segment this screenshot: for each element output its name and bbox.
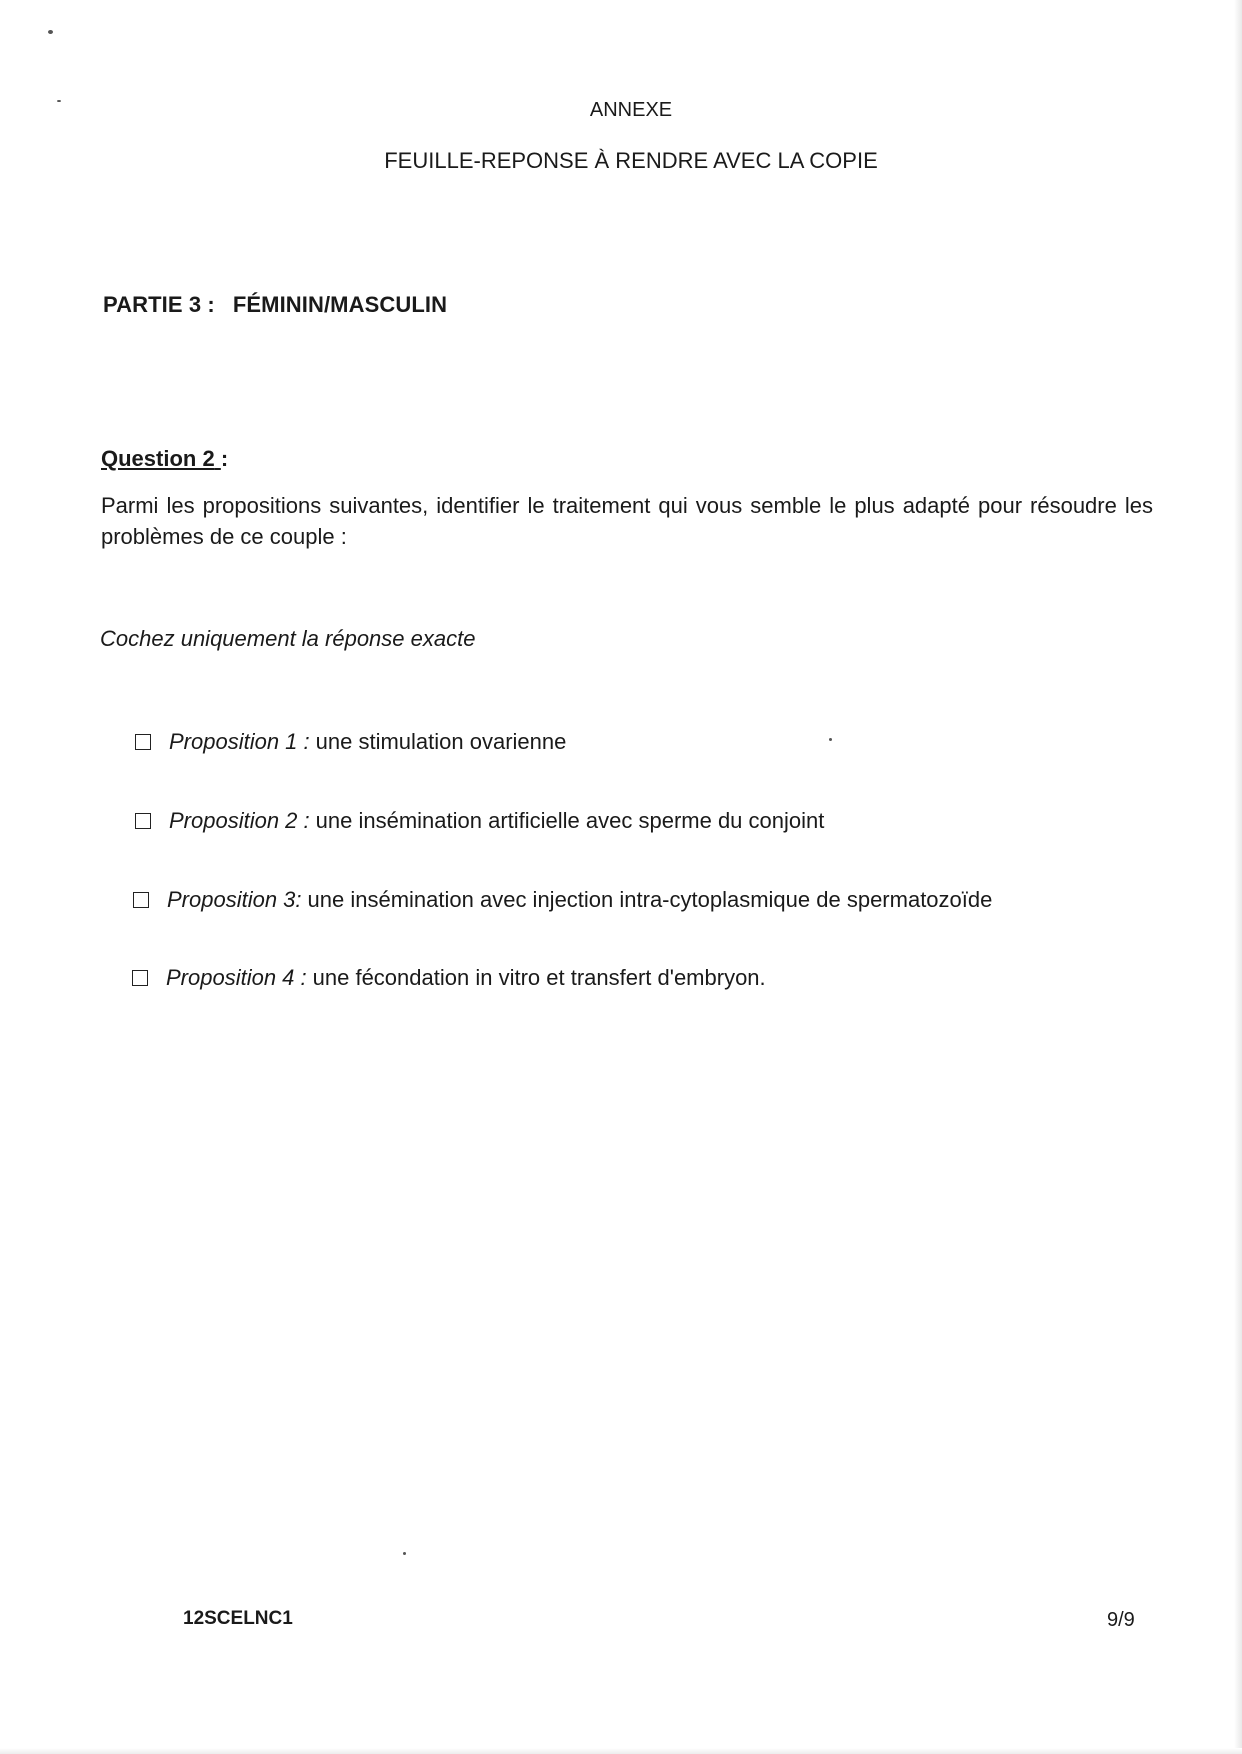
checkbox-proposition-4[interactable] [132, 970, 148, 986]
checkbox-proposition-1[interactable] [135, 734, 151, 750]
option-proposition-2[interactable] [135, 808, 824, 834]
option-label: Proposition 1 : [169, 729, 310, 754]
annex-title: ANNEXE [589, 99, 673, 121]
option-proposition-1[interactable] [135, 729, 566, 755]
footer-code: 12SCELNC1 [183, 1608, 293, 1629]
question-label-suffix: : [220, 446, 229, 471]
scan-speck [48, 30, 53, 34]
scan-speck [403, 1552, 406, 1555]
question-number: Question 2 [101, 446, 215, 471]
part-title [103, 292, 447, 318]
option-proposition-3[interactable] [133, 887, 992, 913]
option-text: une insémination avec injection intra-cytoplasmique de spermatozoïde [307, 887, 993, 912]
scan-edge-bottom [0, 1748, 1242, 1754]
option-text: une fécondation in vitro et transfert d'embryon. [312, 965, 766, 990]
part-name: FÉMININ/MASCULIN [232, 292, 448, 317]
question-text: Parmi les propositions suivantes, identifier le traitement qui vous semble le plus adapté pour résoudre les problèmes de ce couple : [101, 493, 1153, 549]
footer-page-number: 9/9 [1107, 1609, 1135, 1631]
option-label: Proposition 4 : [166, 965, 307, 990]
checkbox-proposition-3[interactable] [133, 892, 149, 908]
checkbox-proposition-2[interactable] [135, 813, 151, 829]
option-label: Proposition 2 : [169, 808, 310, 833]
question-label [101, 446, 228, 472]
scan-speck [829, 738, 832, 741]
instruction-text: Cochez uniquement la réponse exacte [100, 626, 476, 651]
option-text: une stimulation ovarienne [315, 729, 567, 754]
part-number: PARTIE 3 : [103, 292, 215, 317]
scan-edge-right [1234, 0, 1242, 1754]
option-label: Proposition 3: [167, 887, 302, 912]
option-proposition-4[interactable] [132, 965, 766, 991]
option-text: une insémination artificielle avec sperme du conjoint [315, 808, 825, 833]
annex-subtitle: FEUILLE-REPONSE À RENDRE AVEC LA COPIE [384, 148, 878, 173]
